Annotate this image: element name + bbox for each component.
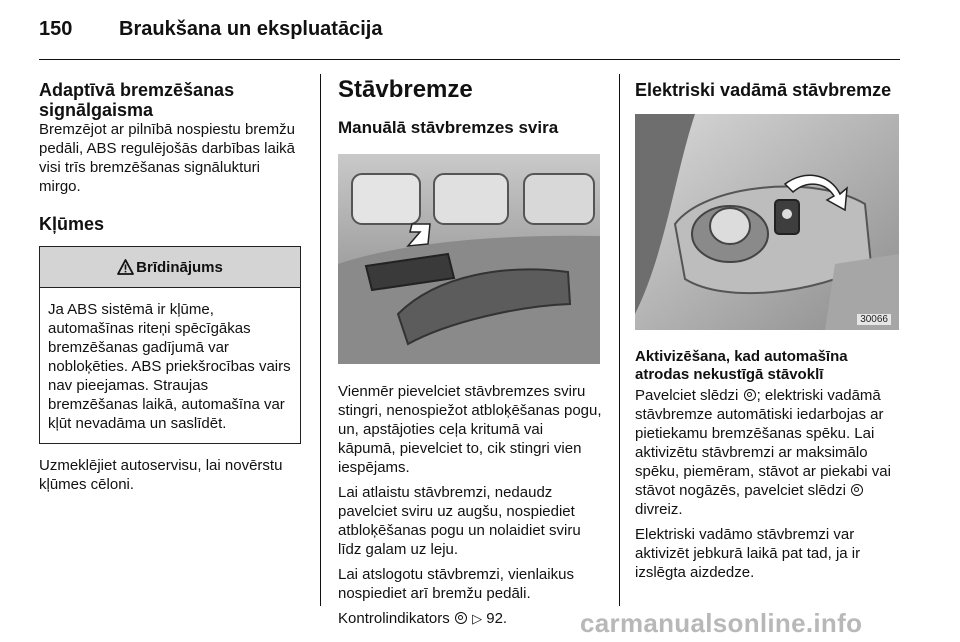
column-middle	[338, 74, 603, 634]
warning-text: Ja ABS sistēmā ir kļūme, automašīnas riteņi spēcīgākas bremzēšanas gadījumā var nobloķēties. ABS priekšrocības vairs nav pieejamas. Straujas bremzēšanas laikā, automašīna var kļūt nevadāma un saslīdēt.	[48, 301, 291, 432]
manual-lever-heading: Manuālā stāvbremzes svira	[338, 118, 559, 137]
adaptive-brake-light-heading: Adaptīvā bremzēšanas signālgaisma	[39, 80, 235, 120]
watermark: carmanualsonline.info	[580, 608, 863, 638]
page-number: 150	[39, 18, 73, 40]
column-right	[635, 74, 903, 588]
parking-brake-switch-icon	[744, 389, 756, 401]
lever-instruction-apply: Vienmēr pievelciet stāvbremzes sviru stingri, nenospiežot atbloķēšanas pogu, un, apstājoties ceļa kritumā vai kāpumā, pievelciet to, cik stingri vien iespējams.	[338, 383, 602, 476]
photo-code: 30066	[857, 314, 891, 325]
warning-triangle-icon	[117, 259, 134, 275]
indicator-reference	[338, 609, 603, 628]
ignition-off-text: Elektriski vadāmo stāvbremzi var aktivizēt jebkurā laikā pat tad, ja ir izslēgta aizdedze.	[635, 526, 861, 581]
activation-heading: Aktivizēšana, kad automašīna atrodas nekustīgā stāvoklī	[635, 348, 848, 383]
parking-brake-heading: Stāvbremze	[338, 76, 473, 103]
adaptive-brake-light-text: Bremzējot ar pilnībā nospiestu bremžu pedāli, ABS regulējošās darbības laikā visi trīs bremzēšanas signālukturi mirgo.	[39, 121, 295, 195]
electric-parking-brake-heading: Elektriski vadāmā stāvbremze	[635, 80, 892, 100]
indicator-page-ref: 92.	[486, 610, 508, 627]
page-title: Braukšana un ekspluatācija	[119, 18, 383, 40]
activation-text-part: Pavelciet slēdzi	[635, 387, 739, 404]
service-text: Uzmeklējiet autoservisu, lai novērstu kļūmes cēloni.	[39, 457, 283, 493]
warning-title: Brīdinājums	[136, 258, 223, 276]
lever-instruction-relieve: Lai atslogotu stāvbremzi, vienlaikus nospiediet arī bremžu pedāli.	[338, 566, 574, 602]
parking-brake-indicator-icon	[455, 612, 467, 624]
column-left	[39, 74, 301, 494]
activation-text-part: ; elektriski vadāmā stāvbremze automātiski iedarbojas ar pietiekamu bremzēšanas spēku. Lai aktivizētu stāvbremzi ar maksimālo spēku, piemēram, stāvot ar piekabi vai stāvot nogāzēs, pavelciet slēdzi	[635, 387, 891, 499]
header-rule	[39, 59, 900, 60]
handbrake-lever-photo	[338, 154, 600, 364]
column-divider	[320, 74, 321, 606]
column-divider	[619, 74, 620, 606]
activation-text	[635, 386, 903, 519]
activation-text-part: divreiz.	[635, 501, 683, 518]
warning-box	[39, 246, 301, 444]
warning-header	[40, 247, 300, 288]
indicator-label: Kontrolindikators	[338, 610, 450, 627]
page-ref-arrow-icon: ▷	[472, 611, 483, 626]
page-header	[39, 14, 900, 50]
electric-brake-switch-photo	[635, 114, 899, 330]
faults-heading: Kļūmes	[39, 214, 105, 234]
parking-brake-switch-icon	[851, 484, 863, 496]
lever-instruction-release: Lai atlaistu stāvbremzi, nedaudz pavelciet sviru uz augšu, nospiediet atbloķēšanas pogu un nolaidiet sviru līdz galam uz leju.	[338, 484, 581, 558]
